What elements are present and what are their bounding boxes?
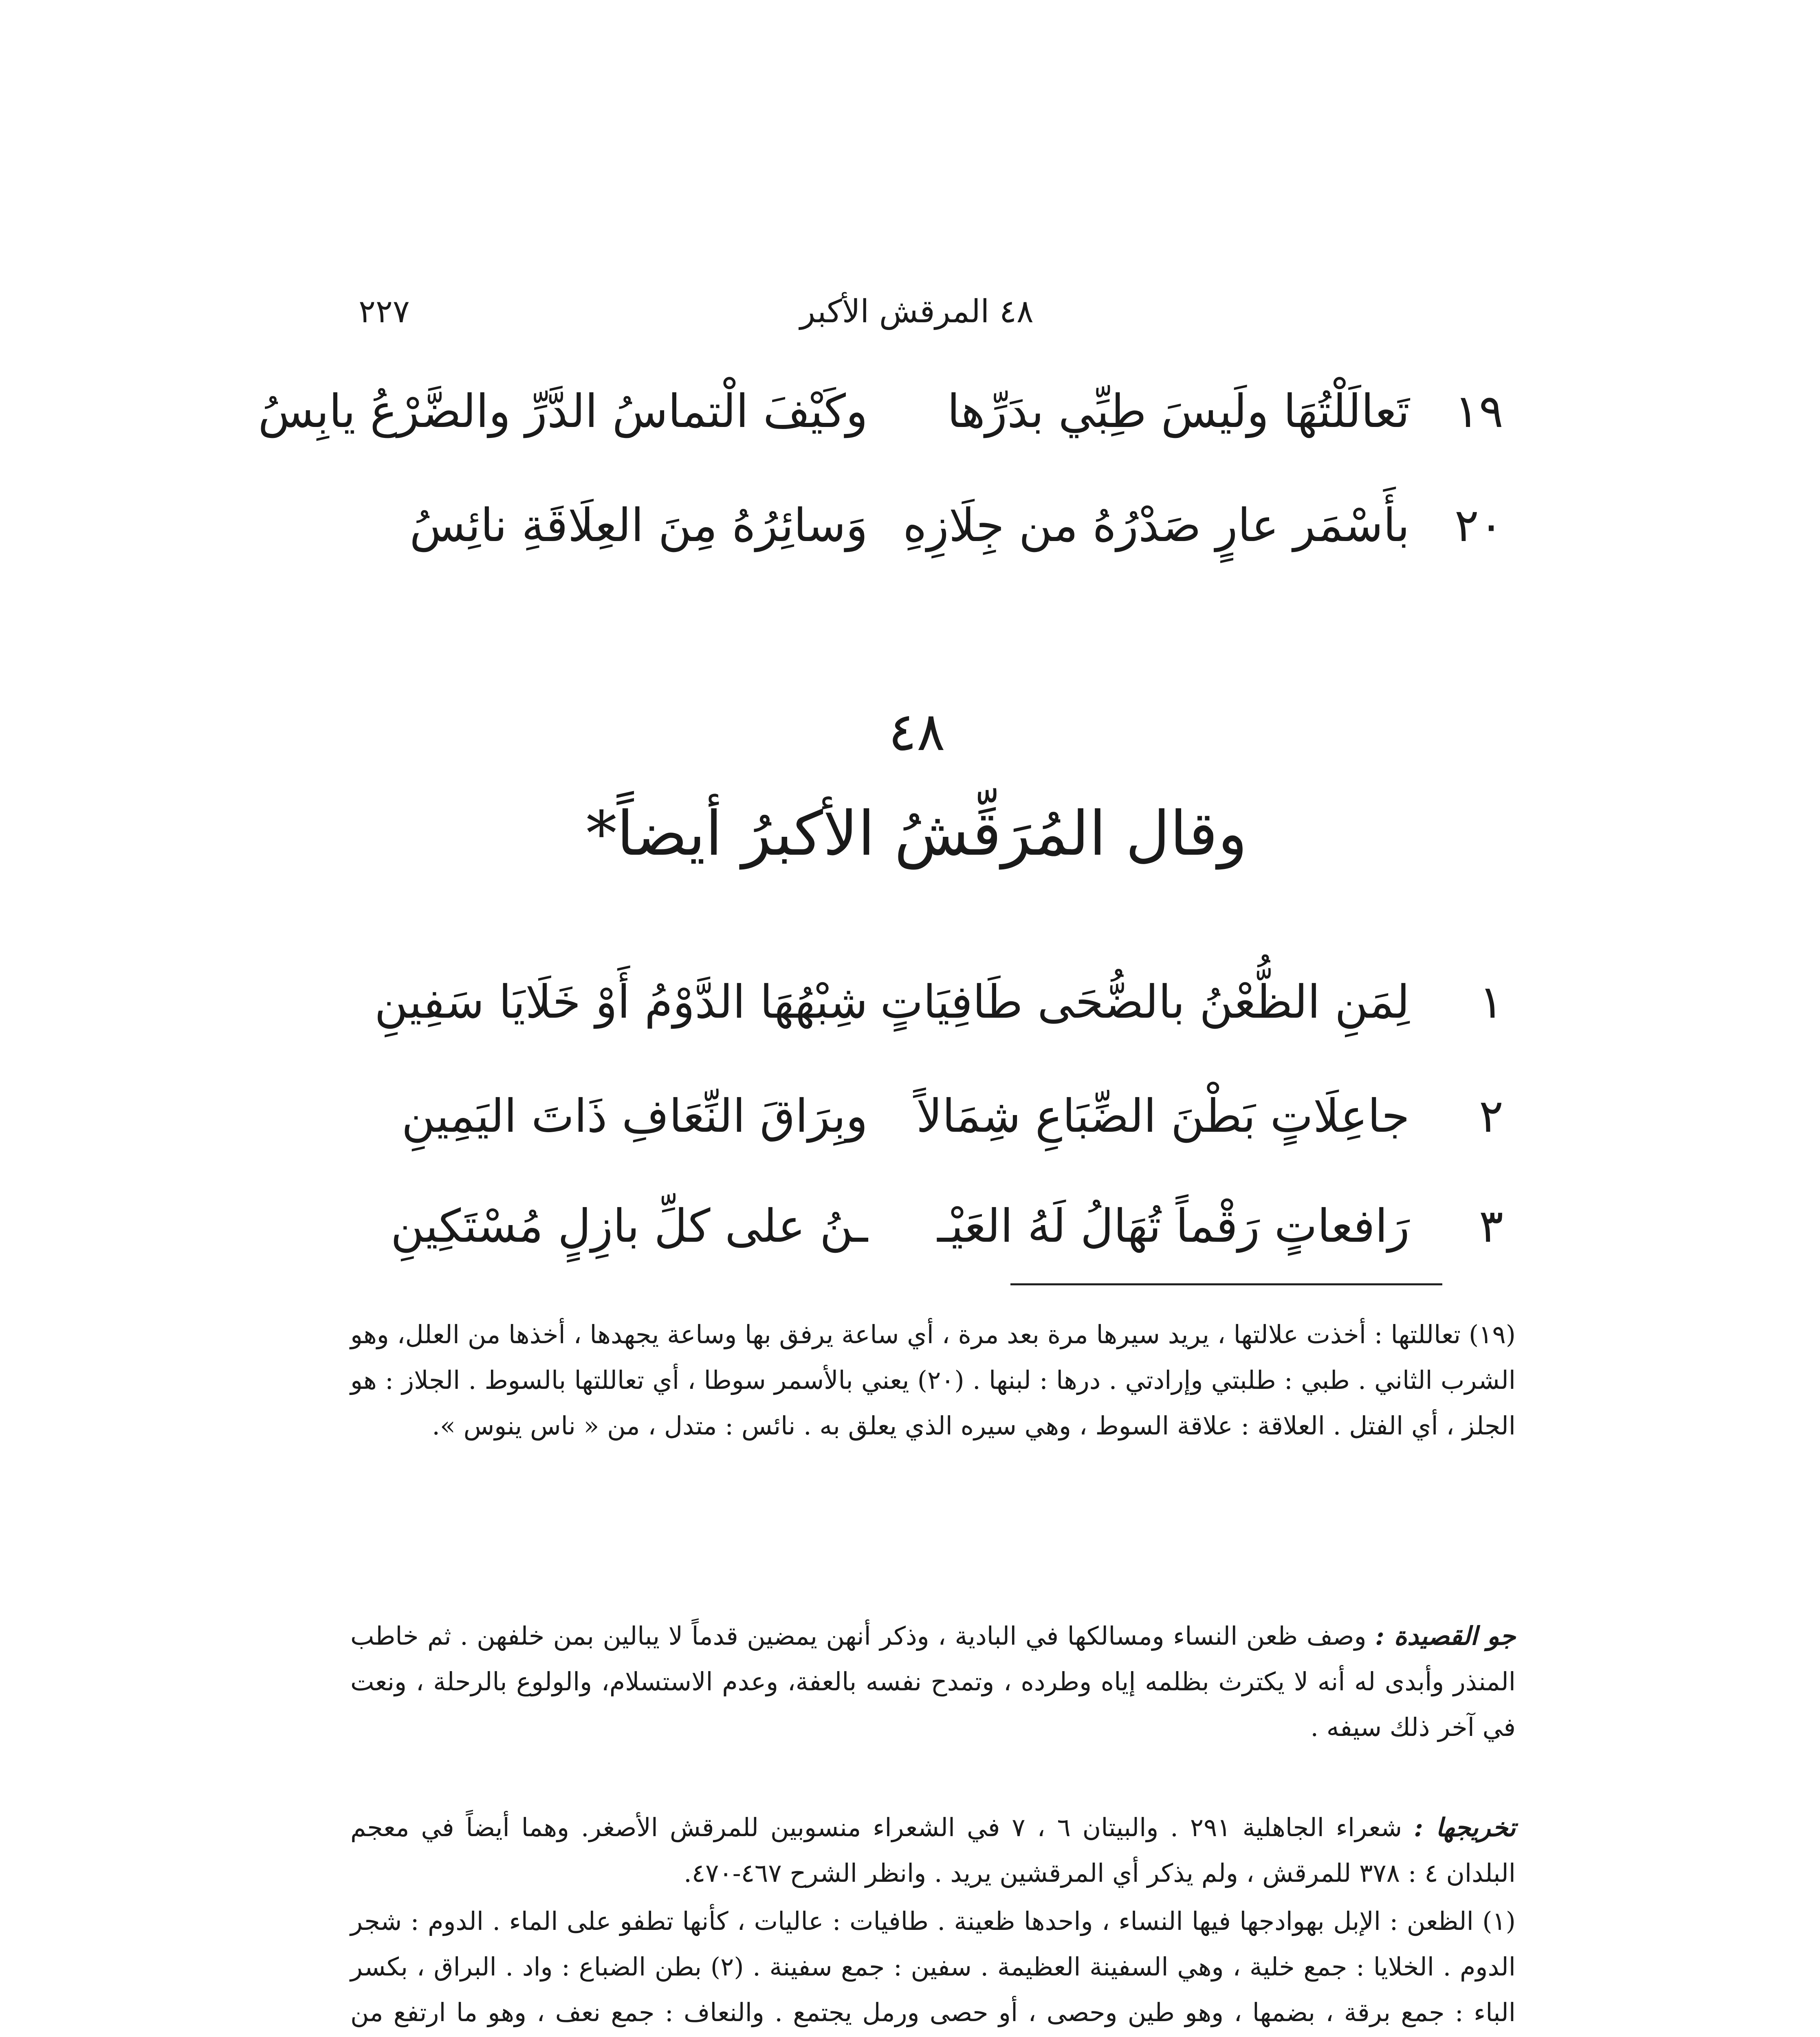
verse-hemistich-first: رَافعاتٍ رَقْماً تُهَالُ لَهُ العَيْـ bbox=[937, 1200, 1410, 1253]
verse-line bbox=[359, 1080, 1503, 1153]
verse-line bbox=[359, 489, 1503, 562]
footnote-takhrij bbox=[350, 1805, 1516, 1896]
poem-title: وقال المُرَقِّشُ الأكبرُ أيضاً* bbox=[586, 799, 1248, 869]
summary-text: وصف ظعن النساء ومسالكها في البادية ، وذكر أنهن يمضين قدماً لا يبالين بمن خلفهن . ثم خاطب المنذر وأبدى له أنه لا يكترث بظلمه إياه وطرده ، وتمدح نفسه بالعفة، وعدم الاستسلام، والولوع بالرحلة ، ونعت في آخر ذلك سيفه . bbox=[350, 1621, 1516, 1742]
running-header-title: ٤٨ المرقش الأكبر bbox=[800, 293, 1034, 330]
takhrij-text: شعراء الجاهلية ٢٩١ . والبيتان ٦ ، ٧ في الشعراء منسوبين للمرقش الأصغر. وهما أيضاً في معجم البلدان ٤ : ٣٧٨ للمرقش ، ولم يذكر أي المرقشين يريد . وانظر الشرح ٤٦٧-٤٧٠. bbox=[350, 1813, 1516, 1888]
verse-line bbox=[359, 966, 1503, 1039]
verse-hemistich-first: لِمَنِ الظُّعْنُ بالضُّحَى طَافِيَاتٍ bbox=[880, 976, 1410, 1029]
verse-number: ٣ bbox=[1479, 1200, 1503, 1253]
verse-line bbox=[359, 1190, 1503, 1263]
poem-number: ٤٨ bbox=[888, 701, 945, 763]
verse-hemistich-first: جاعِلَاتٍ بَطْنَ الضِّبَاعِ شِمَالاً bbox=[916, 1090, 1410, 1143]
footnote-separator bbox=[1010, 1283, 1442, 1285]
verse-hemistich-second: وكَيْفَ الْتماسُ الدَّرِّ والضَّرْعُ يابِسُ bbox=[258, 385, 868, 438]
footnote-poem-verses: (١) الظعن : الإبل بهوادجها فيها النساء ، واحدها ظعينة . طافيات : عاليات ، كأنها تطفو على الماء . الدوم : شجر الدوم . الخلايا : جمع خلية ، وهي السفينة العظيمة . سفين : جمع سفينة . (٢) بطن الضباع : واد . البراق ، بكسر الباء : جمع برقة ، بضمها ، وهو طين وحصى ، أو حصى ورمل يجتمع . والنعاف : جمع نعف ، وهو ما ارتفع من bbox=[350, 1906, 1516, 2027]
summary-label: جو القصيدة : bbox=[1375, 1621, 1516, 1651]
verse-hemistich-first: بأَسْمَر عارٍ صَدْرُهُ من جِلَازِهِ bbox=[903, 499, 1410, 552]
verse-hemistich-first: تَعالَلْتُهَا ولَيسَ طِبِّي بدَرِّها bbox=[947, 385, 1410, 438]
page-number: ٢٢٧ bbox=[359, 293, 410, 330]
verse-number: ١٩ bbox=[1454, 385, 1503, 438]
takhrij-label: تخريجها : bbox=[1414, 1813, 1516, 1842]
verse-hemistich-second: وَسائِرُهُ مِنَ العِلَاقَةِ نائِسُ bbox=[409, 499, 868, 552]
verse-number: ٢ bbox=[1479, 1090, 1503, 1143]
footnote-previous-poem: (١٩) تعاللتها : أخذت علالتها ، يريد سيرها مرة بعد مرة ، أي ساعة يرفق بها وساعة يجهدها ، أخذها من العلل، وهو الشرب الثاني . طبي : طلبتي وإرادتي . درها : لبنها . (٢٠) يعني بالأسمر سوطا ، أي تعاللتها بالسوط . الجلاز : هو الجلز ، أي الفتل . العلاقة : علاقة السوط ، وهي سيره الذي يعلق به . نائس : متدل ، من « ناس ينوس ». bbox=[350, 1320, 1516, 1441]
verse-hemistich-second: ـنُ على كلِّ بازِلٍ مُسْتَكِينِ bbox=[390, 1200, 868, 1253]
verse-hemistich-second: وبِرَاقَ النِّعَافِ ذَاتَ اليَمِينِ bbox=[401, 1090, 868, 1143]
verse-number: ٢٠ bbox=[1454, 499, 1503, 552]
footnote-poem-summary bbox=[350, 1613, 1516, 1750]
verse-number: ١ bbox=[1479, 976, 1503, 1029]
verse-hemistich-second: شِبْهُهَا الدَّوْمُ أَوْ خَلَايَا سَفِينِ bbox=[374, 976, 868, 1029]
verse-line bbox=[258, 375, 1503, 448]
